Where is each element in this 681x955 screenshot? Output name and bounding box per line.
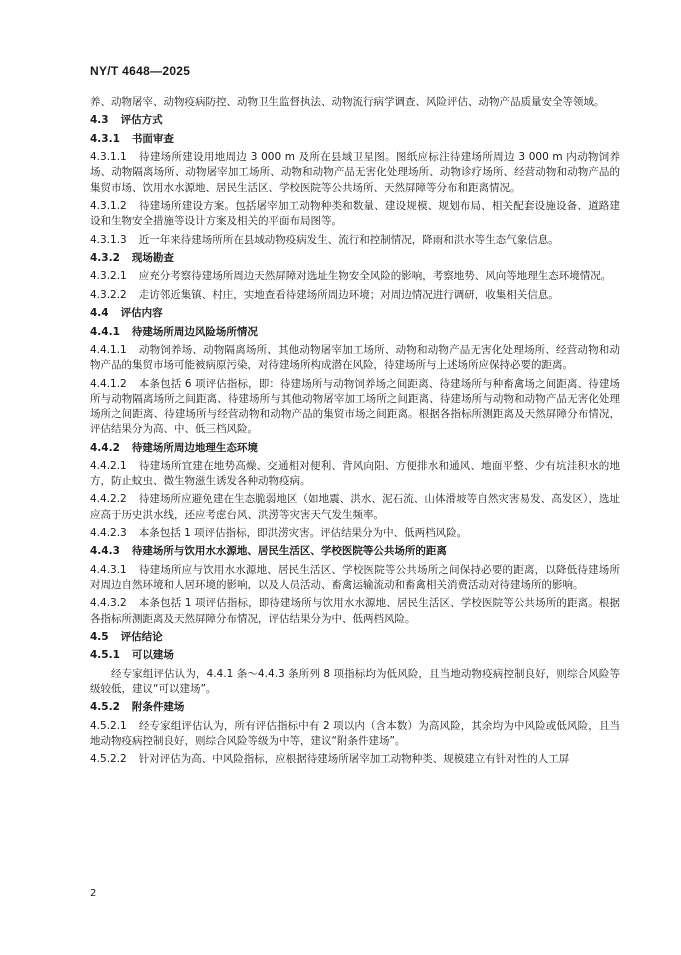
paragraph bbox=[90, 288, 620, 303]
heading-text: 附条件建场 bbox=[131, 701, 185, 714]
paragraph-text: 本条包括 1 项评估指标，即待建场所与饮用水水源地、居民生活区、学校医院等公共场所的距离。根据各指标所测距离及天然屏障分布情况，评估结果分为中、低两档风险。 bbox=[90, 597, 620, 625]
clause-number: 4.3.1.2 bbox=[90, 199, 127, 212]
paragraph-text: 待建场所宜建在地势高燥、交通相对便利、背风向阳、方便排水和通风、地面平整、少有坑洼积水的地方，防止蚊虫、微生物滋生诱发各种动物疫病。 bbox=[90, 459, 620, 488]
paragraph-text: 待建场所应与饮用水水源地、居民生活区、学校医院等公共场所之间保持必要的距离，以降低待建场所对周边自然环境和人居环境的影响，以及人员活动、畜禽运输流动和畜禽相关消费活动对待建场所的影响。 bbox=[90, 563, 620, 592]
paragraph-text: 待建场所应避免建在生态脆弱地区（如地震、洪水、泥石流、山体滑坡等自然灾害易发、高发区），选址应高于历史洪水线，还应考虑台风、洪涝等灾害天气发生频率。 bbox=[90, 493, 620, 521]
paragraph bbox=[90, 95, 620, 110]
document-number: NY/T 4648—2025 bbox=[90, 64, 191, 78]
clause-number: 4.4.1.2 bbox=[90, 377, 127, 390]
paragraph-text: 经专家组评估认为，4.4.1 条～4.4.3 条所列 8 项指标均为低风险，且当地动物疫病控制良好，则综合风险等级较低，建议“可以建场”。 bbox=[90, 667, 620, 696]
heading-text: 评估方式 bbox=[120, 114, 163, 127]
paragraph bbox=[90, 459, 620, 489]
paragraph-text: 走访邻近集镇、村庄，实地查看待建场所周边环境；对周边情况进行调研，收集相关信息。 bbox=[138, 288, 559, 301]
paragraph-text: 待建场所建设方案。包括屠宰加工动物种类和数量、建设规模、规划布局、相关配套设施设备、道路建设和生物安全措施等设计方案及相关的平面布局图等。 bbox=[90, 199, 620, 228]
heading-text: 评估结论 bbox=[120, 631, 163, 644]
section-heading bbox=[90, 132, 620, 147]
heading-text: 书面审查 bbox=[131, 132, 174, 145]
heading-text: 可以建场 bbox=[131, 649, 174, 662]
clause-number: 4.4.1.1 bbox=[90, 343, 127, 356]
paragraph bbox=[90, 752, 620, 767]
paragraph bbox=[90, 233, 620, 248]
paragraph bbox=[90, 199, 620, 229]
paragraph-text: 针对评估为高、中风险指标，应根据待建场所屠宰加工动物种类、规模建立有针对性的人工屏 bbox=[138, 753, 570, 766]
paragraph bbox=[90, 596, 620, 626]
clause-number: 4.4.2.1 bbox=[90, 459, 127, 472]
clause-number: 4.3.2.1 bbox=[90, 270, 127, 283]
clause-number: 4.3.1.3 bbox=[90, 233, 127, 246]
heading-text: 待建场所周边地理生态环境 bbox=[131, 441, 258, 454]
paragraph bbox=[90, 667, 620, 697]
section-heading bbox=[90, 630, 620, 645]
paragraph-text: 养、动物屠宰、动物疫病防控、动物卫生监督执法、动物流行病学调查、风险评估、动物产品质量安全等领域。 bbox=[90, 96, 605, 108]
section-heading bbox=[90, 306, 620, 321]
clause-number: 4.4.2.2 bbox=[90, 493, 127, 506]
clause-number: 4.4.3 bbox=[90, 545, 120, 558]
paragraph bbox=[90, 492, 620, 522]
paragraph-text: 经专家组评估认为，所有评估指标中有 2 项以内（含本数）为高风险，其余均为中风险或低风险，且当地动物疫病控制良好，则综合风险等级为中等，建议“附条件建场”。 bbox=[90, 719, 620, 748]
clause-number: 4.3 bbox=[90, 114, 109, 127]
paragraph-text: 待建场所建设用地周边 3 000 m 及所在县域卫星图。图纸应标注待建场所周边 3 000 m 内动物饲养场、动物隔离场所、动物屠宰加工场所、动物和动物产品无害化处理场所、动物诊疗场所、经营动物和动物产品的集贸市场、饮用水水源地、居民生活区、学校医院等公共场所、天然屏障等分布和距离情况。 bbox=[90, 151, 620, 194]
heading-text: 待建场所与饮用水水源地、居民生活区、学校医院等公共场所的距离 bbox=[131, 545, 447, 558]
clause-number: 4.4.3.2 bbox=[90, 597, 127, 610]
section-heading bbox=[90, 544, 620, 559]
clause-number: 4.3.2 bbox=[90, 251, 120, 264]
section-heading bbox=[90, 325, 620, 340]
section-heading bbox=[90, 113, 620, 128]
clause-number: 4.5.2 bbox=[90, 701, 120, 714]
section-heading bbox=[90, 251, 620, 266]
paragraph-text: 动物饲养场、动物隔离场所、其他动物屠宰加工场所、动物和动物产品无害化处理场所、经营动物和动物产品的集贸市场可能被病原污染，对待建场所构成潜在风险，待建场所与上述场所应保持必要的距离。 bbox=[90, 343, 620, 372]
paragraph bbox=[90, 343, 620, 373]
paragraph-text: 应充分考察待建场所周边天然屏障对选址生物安全风险的影响，考察地势、风向等地理生态环境情况。 bbox=[138, 270, 612, 283]
paragraph bbox=[90, 563, 620, 593]
clause-number: 4.5 bbox=[90, 631, 109, 644]
clause-number: 4.3.1 bbox=[90, 132, 120, 145]
clause-number: 4.4 bbox=[90, 307, 109, 320]
clause-number: 4.3.2.2 bbox=[90, 288, 127, 301]
paragraph-text: 本条包括 6 项评估指标，即：待建场所与动物饲养场之间距离、待建场所与种畜禽场之间距离、待建场所与动物隔离场所之间距离、待建场所与其他动物屠宰加工场所之间距离、待建场所与动物和动物产品无害化处理场所之间距离、待建场所与经营动物和动物产品的集贸市场之间距离。根据各指标所测距离及天然屏障分布情况，评估结果分为高、中、低三档风险。 bbox=[90, 377, 620, 436]
clause-number: 4.5.2.1 bbox=[90, 719, 127, 732]
heading-text: 评估内容 bbox=[120, 307, 163, 320]
page-number: 2 bbox=[90, 888, 97, 899]
paragraph-text: 本条包括 1 项评估指标，即洪涝灾害。评估结果分为中、低两档风险。 bbox=[138, 527, 468, 540]
paragraph bbox=[90, 719, 620, 749]
clause-number: 4.4.3.1 bbox=[90, 563, 127, 576]
clause-number: 4.5.2.2 bbox=[90, 753, 127, 766]
clause-number: 4.4.2 bbox=[90, 441, 120, 454]
paragraph bbox=[90, 526, 620, 541]
paragraph bbox=[90, 377, 620, 438]
clause-number: 4.4.2.3 bbox=[90, 527, 127, 540]
clause-number: 4.5.1 bbox=[90, 649, 120, 662]
heading-text: 现场勘查 bbox=[131, 251, 174, 264]
section-heading bbox=[90, 648, 620, 663]
paragraph-text: 近一年来待建场所所在县域动物疫病发生、流行和控制情况，降雨和洪水等生态气象信息。 bbox=[138, 233, 559, 246]
clause-number: 4.3.1.1 bbox=[90, 151, 127, 164]
section-heading bbox=[90, 441, 620, 456]
section-heading bbox=[90, 700, 620, 715]
paragraph bbox=[90, 150, 620, 196]
document-body bbox=[90, 95, 620, 771]
clause-number: 4.4.1 bbox=[90, 325, 120, 338]
paragraph bbox=[90, 269, 620, 284]
heading-text: 待建场所周边风险场所情况 bbox=[131, 325, 258, 338]
